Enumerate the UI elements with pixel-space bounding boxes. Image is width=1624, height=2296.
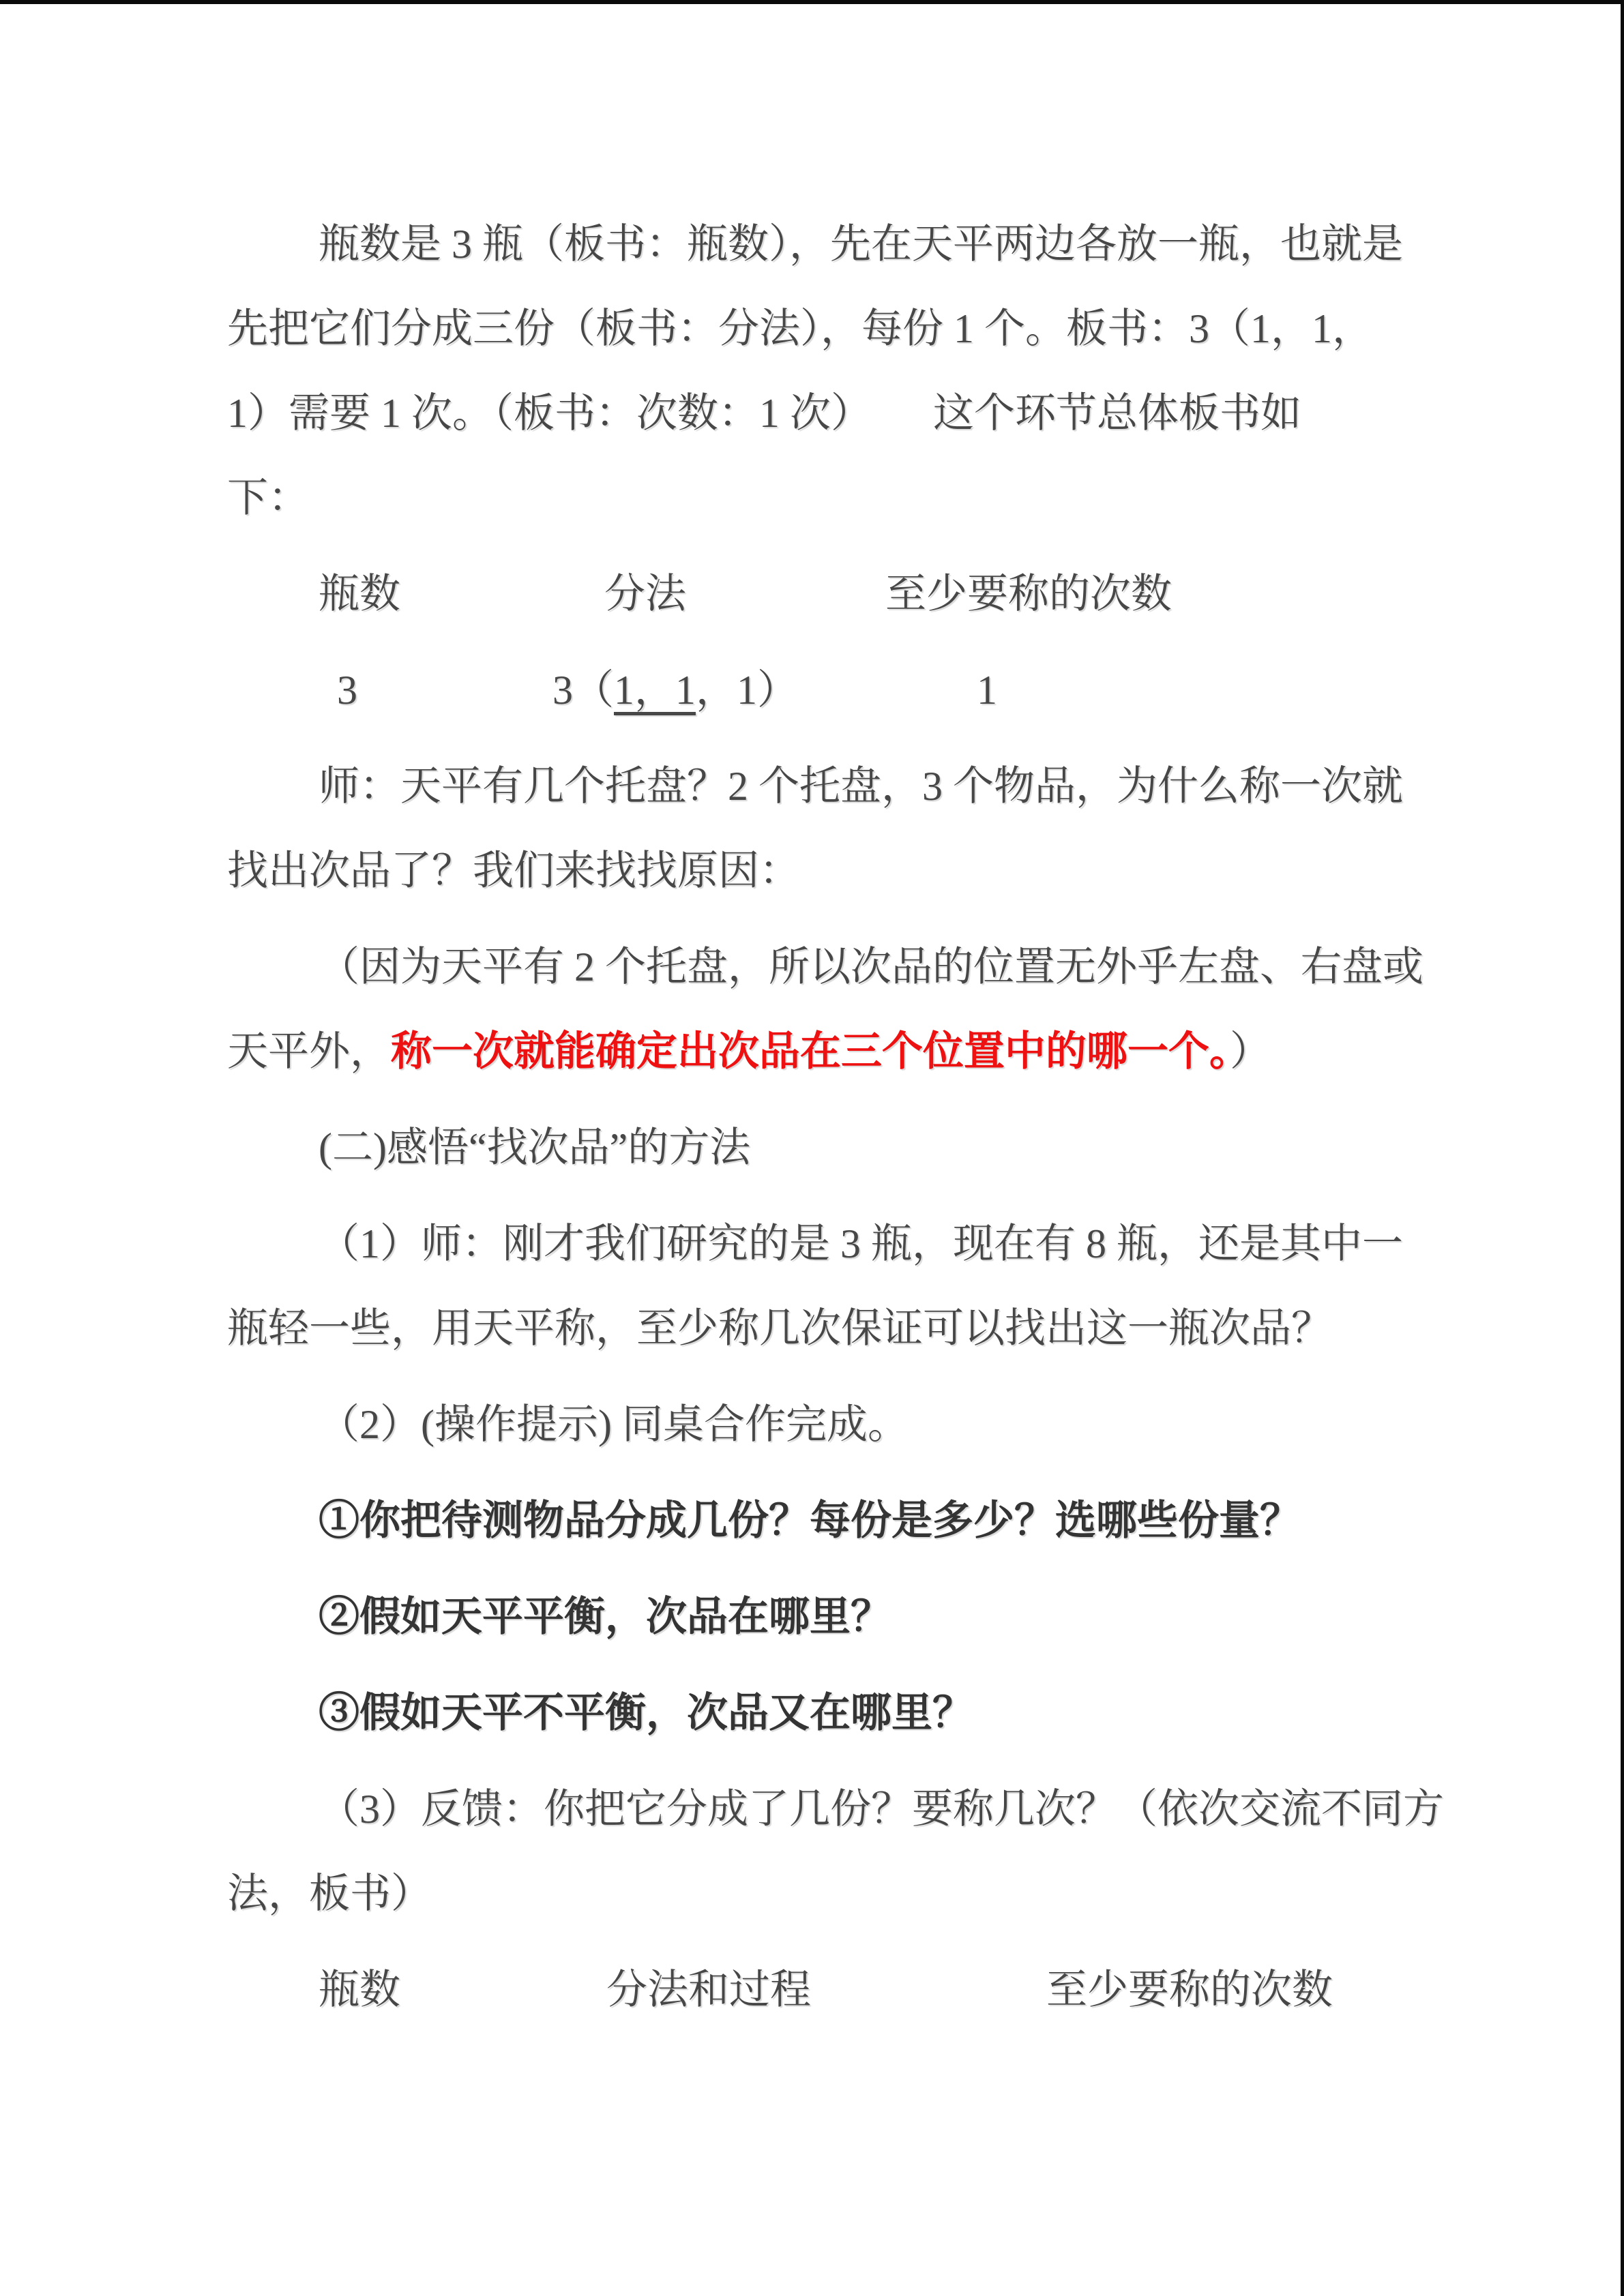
highlight-line-prefix: 天平外，	[227, 1029, 391, 1074]
paragraph-line: 找出次品了？我们来找找原因：	[227, 848, 800, 893]
numbered-item-1: ①你把待测物品分成几份？每份是多少？选哪些份量？	[319, 1498, 1301, 1543]
table-header-min-weighings: 至少要称的次数	[885, 571, 1172, 616]
paragraph-line: （2）(操作提示) 同桌合作完成。	[319, 1402, 909, 1447]
numbered-item-3: ③假如天平不平衡，次品又在哪里？	[319, 1690, 973, 1735]
paragraph-line: 瓶数是 3 瓶（板书：瓶数），先在天平两边各放一瓶，也就是	[319, 222, 1403, 267]
table-header-split-method: 分法	[604, 571, 686, 616]
table-cell-min-weighings: 1	[977, 668, 997, 713]
paragraph-line: 法，板书）	[227, 1871, 432, 1916]
table-header-min-weighings: 至少要称的次数	[1046, 1967, 1333, 2012]
table-header-bottle-count: 瓶数	[319, 1967, 400, 2012]
table-cell-split-method	[552, 648, 798, 732]
paragraph-line: （3）反馈：你把它分成了几份？要称几次？（依次交流不同方	[319, 1787, 1444, 1832]
paragraph-line: （因为天平有 2 个托盘，所以次品的位置无外乎左盘、右盘或	[319, 944, 1423, 989]
page-top-border	[0, 0, 1624, 4]
paragraph-line: 1）需要 1 次。（板书：次数：1 次） 这个环节总体板书如	[227, 391, 1301, 436]
split-suffix: ，1）	[696, 668, 798, 713]
page-right-border	[1621, 3, 1624, 2296]
paragraph-line: 师：天平有几个托盘？2 个托盘，3 个物品，为什么称一次就	[319, 764, 1403, 809]
table-cell-bottle-count: 3	[337, 668, 357, 713]
document-content	[227, 202, 1444, 2032]
split-underlined-part: 1，1	[614, 668, 696, 713]
numbered-item-2: ②假如天平平衡，次品在哪里？	[319, 1594, 891, 1639]
paragraph-line-with-highlight	[227, 1009, 1397, 1094]
table-header-split-method-and-process: 分法和过程	[606, 1967, 811, 2012]
table-header-bottle-count: 瓶数	[319, 571, 400, 616]
board-table-1-header	[227, 552, 1397, 636]
paragraph-line: 先把它们分成三份（板书：分法），每份 1 个。板书：3（1，1，	[227, 306, 1373, 351]
board-table-2-header	[227, 1948, 1397, 2032]
board-table-1-row	[227, 648, 1397, 732]
highlight-line-suffix: ）	[1230, 1029, 1271, 1074]
split-prefix: 3（	[552, 668, 614, 713]
highlight-red-text: 称一次就能确定出次品在三个位置中的哪一个。	[391, 1029, 1230, 1074]
paragraph-line: 下：	[227, 475, 309, 520]
section-heading: (二)感悟“找次品”的方法	[319, 1125, 751, 1170]
paragraph-line: 瓶轻一些，用天平称，至少称几次保证可以找出这一瓶次品？	[227, 1306, 1332, 1351]
paragraph-line: （1）师：刚才我们研究的是 3 瓶，现在有 8 瓶，还是其中一	[319, 1221, 1403, 1266]
